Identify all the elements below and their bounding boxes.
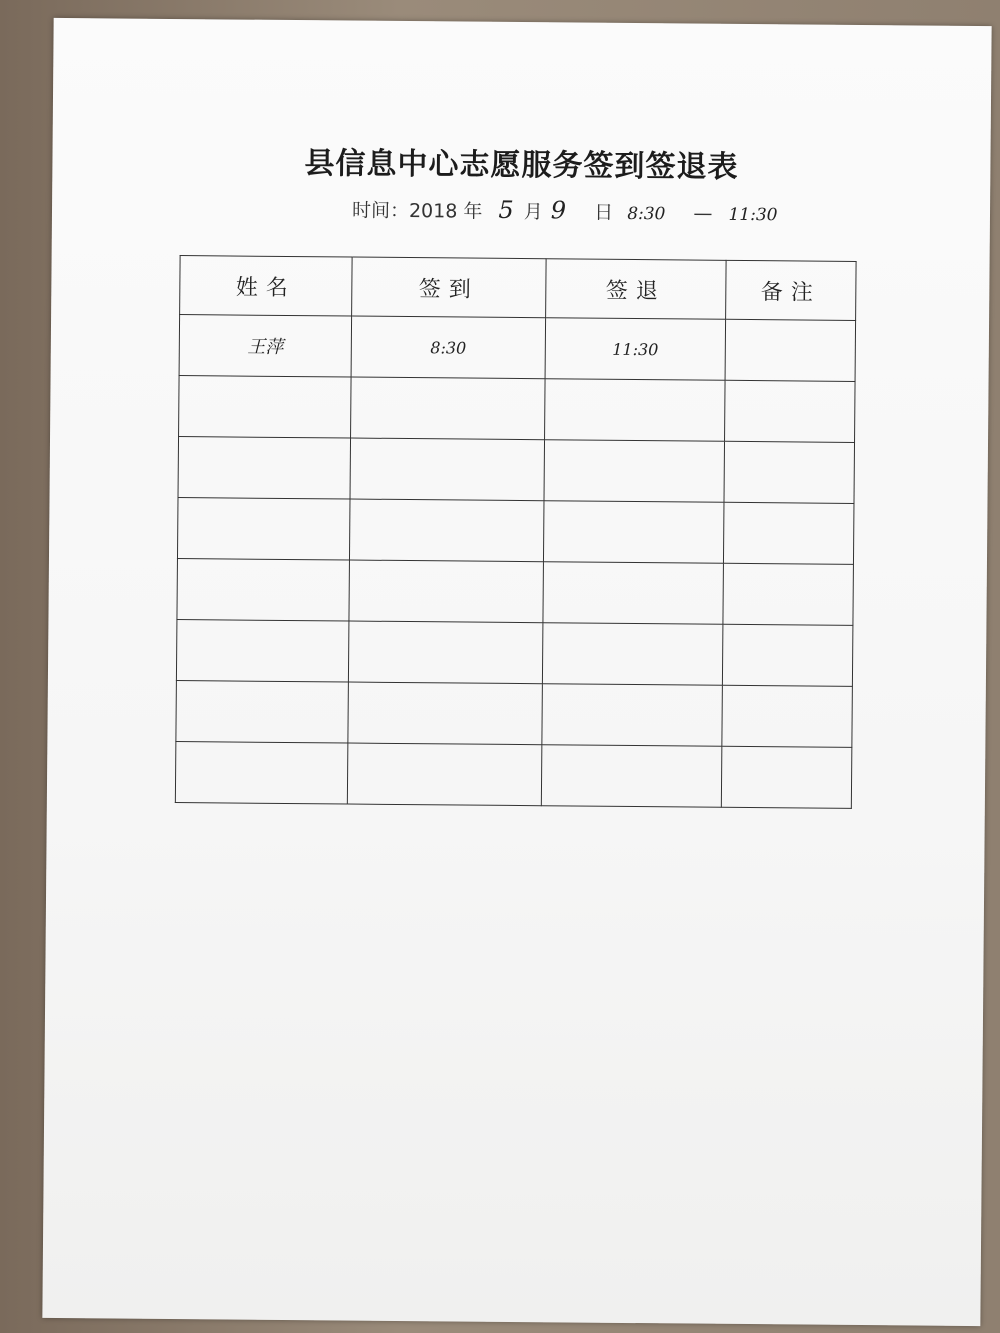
sign-out-cell[interactable] bbox=[541, 745, 722, 808]
time-line bbox=[352, 195, 778, 227]
sign-out-cell[interactable] bbox=[545, 379, 726, 442]
header-sign-in: 签到 bbox=[352, 257, 547, 318]
signin-table bbox=[175, 255, 857, 809]
sign-out-cell[interactable] bbox=[543, 562, 724, 625]
name-cell[interactable] bbox=[178, 437, 351, 499]
table-row bbox=[177, 559, 854, 626]
sign-in-cell[interactable] bbox=[349, 560, 544, 623]
table-row bbox=[179, 315, 856, 382]
name-cell[interactable] bbox=[177, 498, 350, 560]
sign-out-cell[interactable] bbox=[542, 684, 723, 747]
time-label: 时间：2018 年 bbox=[351, 199, 483, 223]
sign-in-cell[interactable] bbox=[348, 621, 543, 684]
remark-cell[interactable] bbox=[721, 746, 852, 808]
sign-out-cell[interactable] bbox=[543, 501, 724, 564]
table-row bbox=[176, 620, 853, 687]
sign-out-cell[interactable] bbox=[542, 623, 723, 686]
time-dash: — bbox=[693, 202, 713, 225]
remark-cell[interactable] bbox=[723, 502, 854, 564]
day-value: 9 bbox=[550, 196, 567, 225]
name-cell[interactable]: 王萍 bbox=[179, 315, 352, 377]
table-row bbox=[178, 437, 855, 504]
header-sign-out: 签退 bbox=[546, 259, 727, 320]
sign-in-cell[interactable] bbox=[351, 377, 546, 440]
name-cell[interactable] bbox=[177, 559, 350, 621]
remark-cell[interactable] bbox=[722, 685, 853, 747]
sign-out-cell[interactable]: 11:30 bbox=[545, 318, 726, 381]
paper-sheet bbox=[42, 18, 991, 1326]
sign-out-cell[interactable] bbox=[544, 440, 725, 503]
header-name: 姓名 bbox=[180, 256, 353, 316]
name-cell[interactable] bbox=[176, 620, 349, 682]
end-time: 11:30 bbox=[728, 204, 778, 226]
table-row bbox=[175, 742, 852, 809]
remark-cell[interactable] bbox=[723, 563, 854, 625]
sign-in-cell[interactable] bbox=[348, 682, 543, 745]
month-value: 5 bbox=[498, 195, 514, 224]
table-row bbox=[176, 681, 853, 748]
start-time: 8:30 bbox=[627, 203, 666, 225]
name-cell[interactable] bbox=[176, 681, 349, 743]
month-label: 月 bbox=[523, 201, 543, 224]
name-cell[interactable] bbox=[175, 742, 348, 804]
sign-in-cell[interactable] bbox=[350, 438, 545, 501]
remark-cell[interactable] bbox=[722, 624, 853, 686]
remark-cell[interactable] bbox=[724, 441, 855, 503]
day-label: 日 bbox=[594, 201, 614, 224]
table-row bbox=[177, 498, 854, 565]
remark-cell[interactable] bbox=[725, 319, 856, 381]
table-header-row bbox=[180, 256, 856, 321]
sign-in-cell[interactable]: 8:30 bbox=[351, 316, 546, 379]
page-title: 县信息中心志愿服务签到签退表 bbox=[304, 146, 739, 185]
sign-in-cell[interactable] bbox=[347, 743, 542, 806]
name-cell[interactable] bbox=[179, 376, 352, 438]
remark-cell[interactable] bbox=[725, 380, 856, 442]
table-row bbox=[179, 376, 856, 443]
sign-in-cell[interactable] bbox=[349, 499, 544, 562]
header-remark: 备注 bbox=[726, 260, 857, 320]
